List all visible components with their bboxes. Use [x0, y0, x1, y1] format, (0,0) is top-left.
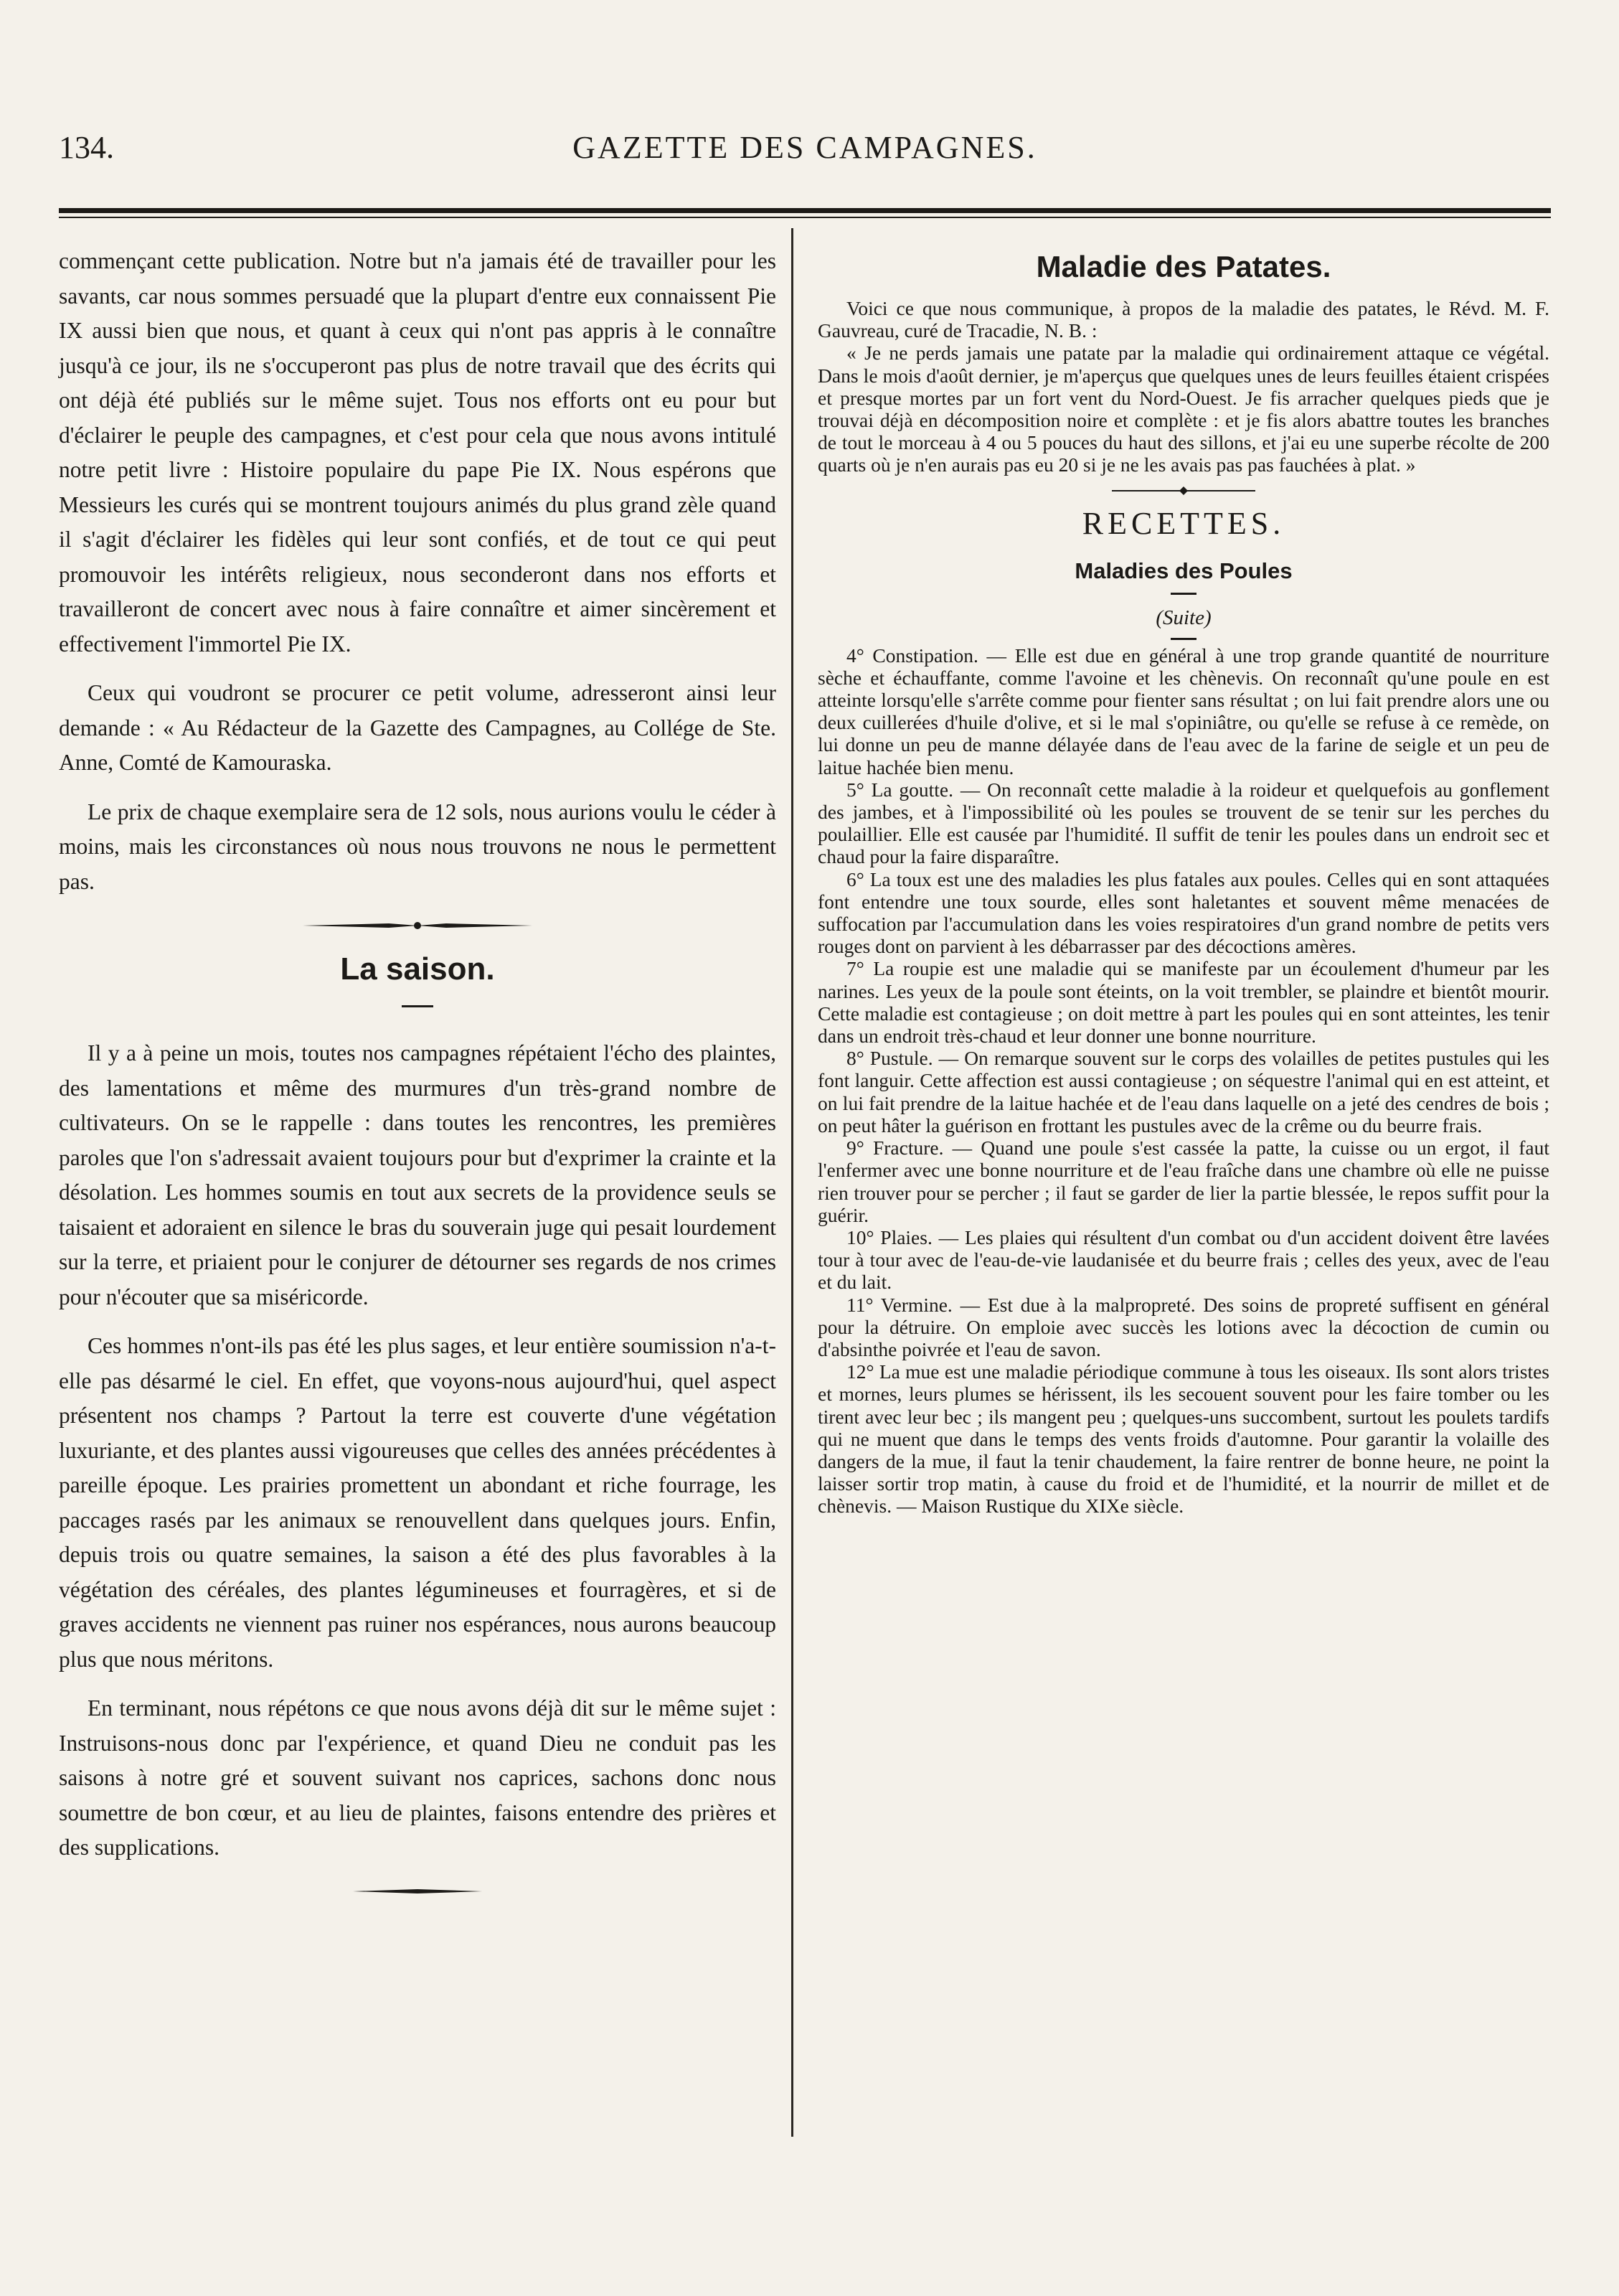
left-column: [59, 244, 776, 1903]
heading-dash: [402, 1005, 433, 1007]
poules-heading: Maladies des Poules: [1075, 557, 1293, 583]
ordering-paragraph: Ceux qui voudront se procurer ce petit volume, adresseront ainsi leur demande : « Au Rédacteur de la Gazette des Campagnes, au Collége de Ste. Anne, Comté de Kamouraska.: [59, 680, 776, 775]
suite-label: (Suite): [1156, 606, 1212, 629]
patates-intro: Voici ce que nous communique, à propos de la maladie des patates, le Révd. M. F. Gauvreau, curé de Tracadie, N. B. :: [818, 297, 1549, 342]
header-rule-thin: [59, 217, 1551, 218]
saison-paragraph: En terminant, nous répétons ce que nous avons déjà dit sur le même sujet : Instruisons-nous donc par l'expérience, et quand Dieu ne conduit pas les saisons à notre gré et souvent suivant nos caprices, sachons donc nous soumettre de bon cœur, et au lieu de plaintes, faisons entendre des prières et des supplications.: [59, 1695, 776, 1860]
recipe-item: 12° La mue est une maladie périodique commune à tous les oiseaux. Ils sont alors tristes et mornes, leurs plumes se hérissent, ils les secouent souvent pour les faire tomber ou les tirent avec leur bec ; ils mangent peu ; quelques-uns succombent, surtout les poulets tardifs qui ne muent que dans le temps des vents froids d'automne. Pour garantir la volaille des dangers de la mue, il faut la tenir chaudement, la faire rentrer de bonne heure, ne point la laisser sortir trop matin, à cause du froid et de l'humidité, et la nourrir de millet et de chènevis. — Maison Rustique du XIXe siècle.: [818, 1360, 1549, 1518]
running-title: GAZETTE DES CAMPAGNES.: [572, 130, 1037, 165]
recipe-item: 5° La goutte. — On reconnaît cette maladie à la roideur et quelquefois au gonflement des jambes, et à l'impossibilité où les poules se trouvent de se tenir sur les perches du poulaillier. Elle est causée par l'humidité. Il suffit de tenir les poules dans un endroit sec et chaud pour la faire disparaître.: [818, 778, 1549, 868]
saison-heading: La saison.: [340, 951, 495, 987]
heading-dash: [1171, 593, 1196, 595]
recipe-item: 10° Plaies. — Les plaies qui résultent d'un combat ou d'un accident doivent être lavées tour à tour avec de l'eau-de-vie laudanisée et du beurre frais ; celles des yeux, avec de l'eau et du lait.: [818, 1225, 1549, 1294]
column-divider: [791, 228, 793, 2137]
recipe-item: 9° Fracture. — Quand une poule s'est cassée la patte, la cuisse ou un ergot, il faut l'enfermer avec une bonne nourriture et de l'eau fraîche dans une chambre où elle ne puisse rien trouver pour se percher ; il faut se garder de lier la partie blessée, le repos suffit pour la guérir.: [818, 1137, 1549, 1226]
patates-heading: Maladie des Patates.: [1036, 250, 1331, 283]
patates-quote: « Je ne perds jamais une patate par la maladie qui ordinairement attaque ce végétal. Dans le mois d'août dernier, je m'aperçus que quelques unes de leurs feuilles étaient crispées et presque mortes par un fort vent du Nord-Ouest. Je fis arracher quelques pieds que je trouvai déjà en décomposition noire et complète : et je fis alors abattre toutes les branches de tout le morceau à 4 ou 5 pouces du haut des sillons, et j'ai eu une superbe récolte de 200 quarts où je n'en aurais pas eu 20 si je ne les avais pas pas fauchées à plat. »: [818, 342, 1549, 476]
price-paragraph: Le prix de chaque exemplaire sera de 12 sols, nous aurions voulu le céder à moins, mais les circonstances où nous nous trouvons ne nous le permettent pas.: [59, 799, 776, 894]
recipe-item: 6° La toux est une des maladies les plus fatales aux poules. Celles qui en sont attaquées font entendre une toux sourde, elles sont haletantes et souvent même menacées de suffocation par l'accumulation dans les voies respiratoires d'un grand nombre de petits vers rouges dont on parvient à les débarrasser par des décoctions amères.: [818, 867, 1549, 958]
recipe-item: 7° La roupie est une maladie qui se manifeste par un écoulement d'humeur par les narines. Les yeux de la poule sont éteints, on la voit trembler, se plaindre et bientôt mourir. Cette maladie est contagieuse ; on doit mettre à part les poules qui en sont atteintes, les tenir dans un endroit très-chaud et leur donner une bonne nourriture.: [818, 957, 1549, 1048]
heading-dash: [1171, 638, 1196, 640]
right-column: [818, 244, 1549, 1518]
recettes-heading: RECETTES.: [1082, 505, 1285, 541]
header-rule-thick: [59, 208, 1551, 213]
diamond-rule: [1112, 486, 1255, 495]
page-header: [59, 129, 1551, 172]
page-number: 134.: [59, 130, 114, 165]
saison-paragraph: Ces hommes n'ont-ils pas été les plus sages, et leur entière soumission n'a-t-elle pas désarmé le ciel. En effet, que voyons-nous aujourd'hui, quel aspect présentent nos champs ? Partout la terre est couverte d'une végétation luxuriante, et des plantes aussi vigoureuses que celles des années précédentes à pareille époque. Les prairies promettent un abondant et riche fourrage, les paccages rasés par les animaux se renouvellent dans quelques jours. Enfin, depuis trois ou quatre semaines, la saison a été des plus favorables à la végétation des céréales, des plantes légumineuses et fourragères, et si de graves accidents ne viennent pas ruiner nos espérances, nous aurons beaucoup plus que nous méritons.: [59, 1333, 776, 1672]
closing-rule: [353, 1887, 482, 1896]
recipe-item: 8° Pustule. — On remarque souvent sur le corps des volailles de petites pustules qui les font languir. Cette affection est aussi contagieuse ; on séquestre l'animal qui en est atteint, et on lui fait prendre de la laitue hachée et de l'eau dans laquelle on a jeté des cendres de bois ; on peut hâter la guérison en frottant les pustules avec de la crême ou du beurre frais.: [818, 1047, 1549, 1137]
article-continuation: commençant cette publication. Notre but n'a jamais été de travailler pour les savants, car nous sommes persuadé que la plupart d'entre eux connaissent Pie IX aussi bien que nous, et quant à ceux qui n'ont pas appris à le connaître jusqu'à ce jour, ils ne s'occuperont pas plus de notre travail que des écrits qui ont déjà été publiés sur le même sujet. Tous nos efforts ont eu pour but d'éclairer le peuple des campagnes, et c'est pour cela que nous avons intitulé notre petit livre : Histoire populaire du pape Pie IX. Nous espérons que Messieurs les curés qui se montrent toujours animés du plus grand zèle quand il s'agit d'éclairer les fidèles qui leur sont confiés, et de tout ce qui peut promouvoir les intérêts religieux, nous seconderont dans nos efforts et travailleront de concert avec nous à faire connaître et aimer sincèrement et effectivement l'immortel Pie IX.: [59, 248, 776, 657]
recipe-item: 4° Constipation. — Elle est due en général à une trop grande quantité de nourriture sèche et échauffante, comme l'avoine et les chènevis. On reconnaît qu'une poule en est atteinte lorsqu'elle s'arrête comme pour fienter sans résultat ; on lui fait prendre alors une ou deux cuillerées d'huile d'olive, et si le mal s'opiniâtre, ou qu'elle se refuse à ce remède, on lui donne un peu de manne délayée dans de l'eau avec de la farine de seigle et un peu de laitue hachée bien menu.: [818, 644, 1549, 778]
ornamental-rule: [303, 921, 532, 931]
saison-paragraph: Il y a à peine un mois, toutes nos campagnes répétaient l'écho des plaintes, des lamentations et même des murmures d'un très-grand nombre de cultivateurs. On se le rappelle : dans toutes les rencontres, les premières paroles que l'on s'adressait avaient toujours pour but d'exprimer la crainte et la désolation. Les hommes soumis en tout aux secrets de la providence seuls se taisaient et adoraient en silence le bras du souverain juge qui pesait lourdement sur la terre, et priaient pour le conjurer de détourner ses regards de nos crimes pour n'écouter que sa miséricorde.: [59, 1040, 776, 1309]
recipe-item: 11° Vermine. — Est due à la malpropreté. Des soins de propreté suffisent en général pour la détruire. On emploie avec succès les lotions avec la décoction de cumin ou d'absinthe poivrée et l'eau de savon.: [818, 1293, 1549, 1360]
